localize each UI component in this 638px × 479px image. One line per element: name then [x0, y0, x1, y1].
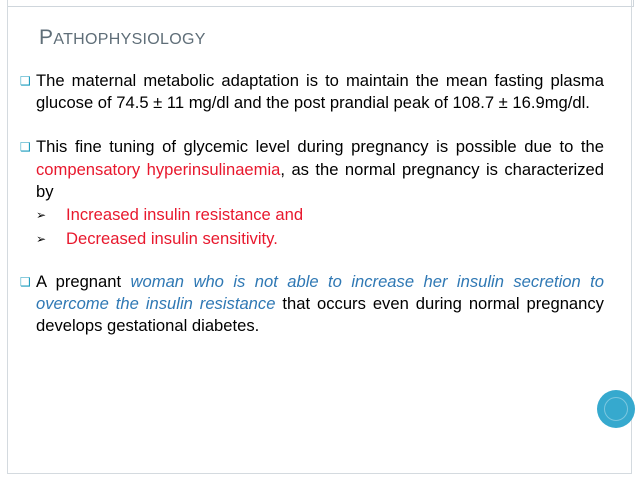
- title-first-letter: P: [39, 26, 54, 49]
- slide-content: [20, 70, 604, 338]
- bullet-text-part: that occurs even during normal pregnancy develops gestational diabetes.: [36, 294, 604, 336]
- slide-title: [39, 26, 206, 50]
- bullet-item-2: [20, 136, 604, 203]
- frame-bottom-border: [7, 473, 632, 474]
- bullet-item-3: [20, 271, 604, 338]
- frame-top-border: [7, 0, 634, 7]
- highlighted-term: compensatory hyperinsulinaemia: [36, 159, 281, 179]
- bullet-text-part: , as the normal pregnancy is characterized by: [36, 159, 604, 201]
- bullet-text: The maternal metabolic adaptation is to maintain the mean fasting plasma glucose of 74.5 ± 11 mg/dl and the post prandial peak of 108.7 ± 16.9mg/dl.: [36, 71, 604, 113]
- arrowhead-bullet-icon: ➢: [36, 208, 47, 223]
- frame-left-border: [7, 0, 8, 474]
- decorative-circle-ring: [604, 397, 628, 421]
- hollow-square-bullet-icon: ❑: [20, 74, 31, 88]
- bullet-text-part: This fine tuning of glycemic level during pregnancy is possible due to the: [36, 137, 604, 157]
- bullet-text-part: A pregnant: [36, 272, 131, 292]
- sub-item-text: Increased insulin resistance and: [66, 205, 304, 225]
- arrowhead-bullet-icon: ➢: [36, 232, 47, 247]
- bullet-text: [36, 271, 604, 338]
- sub-item-text: Decreased insulin sensitivity.: [66, 229, 278, 249]
- hollow-square-bullet-icon: ❑: [20, 275, 31, 290]
- hollow-square-bullet-icon: ❑: [20, 140, 31, 155]
- bullet-item-1: [20, 70, 604, 114]
- sub-item-2: [20, 227, 604, 251]
- highlighted-phrase: woman who is not able to increase her insulin secretion to overcome the insulin resistance: [36, 272, 604, 314]
- bullet-text: [36, 136, 604, 203]
- title-rest: ATHOPHYSIOLOGY: [53, 31, 206, 48]
- sub-item-1: [20, 203, 604, 227]
